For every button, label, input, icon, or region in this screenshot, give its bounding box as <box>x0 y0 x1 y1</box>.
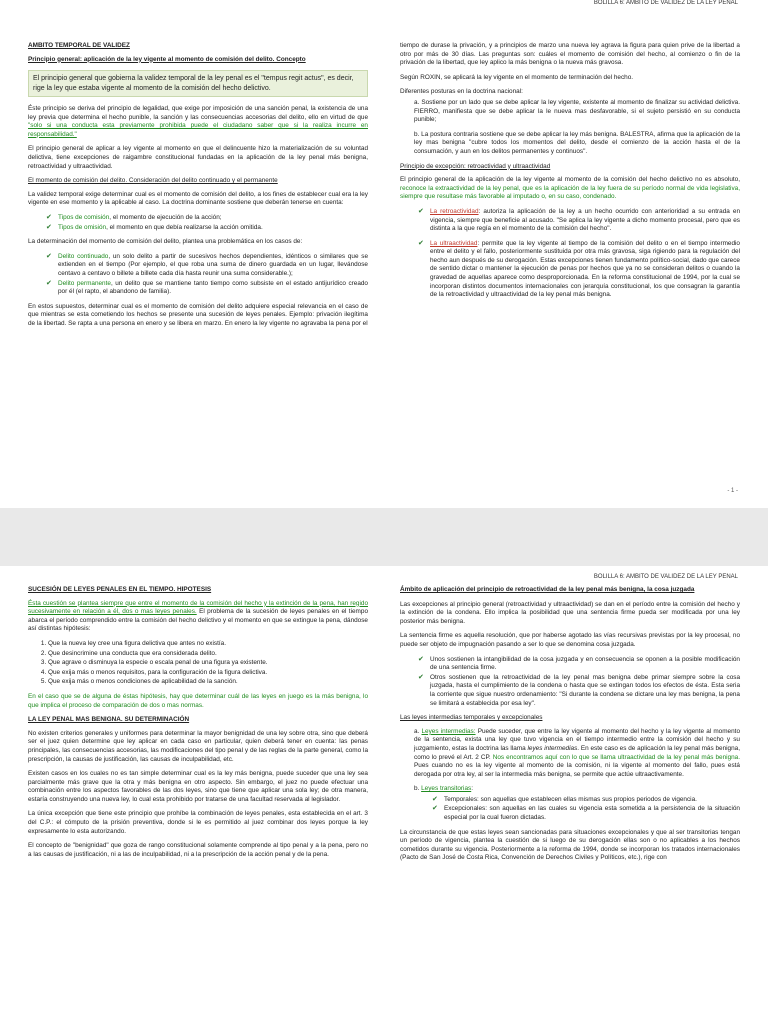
paragraph: La determinación del momento de comisión del delito, plantea una problemática en los casos de: <box>28 238 303 246</box>
paragraph: Diferentes posturas en la doctrina nacional: <box>400 88 523 96</box>
highlight-box: El principio general que gobierna la validez temporal de la ley penal es el "tempus regit actus", es decir, rige la ley que estaba vigente al momento de la comisión del hecho delictivo. <box>28 70 368 97</box>
paragraph: Éste principio se deriva del principio de legalidad, que exige por imposición de una sanción penal, la existencia de una ley previa que determina el hecho punible, la sanción y las consecuencias accesorias del delito, ello en virtud de que "solo si una conducta esta previamente prohibida puede el ciudadano saber que si la realiza incurre en responsabilidad." <box>28 105 368 138</box>
section-title: SUCESIÓN DE LEYES PENALES EN EL TIEMPO. HIPOTESIS <box>28 586 212 593</box>
checklist <box>414 796 740 823</box>
paragraph: tiempo de durase la privación, y a principios de marzo una nueva ley agrava la figura para quien prive de la libertad a otro por más de 30 días. Las preguntas son: cuáles el momento de comisión del hecho, al comienzo o fin de la privación de la libertad, que ley aplico la más benigna o la nueva más gravosa. <box>400 42 740 67</box>
list-item: ✔ La retroactividad: autoriza la aplicación de la ley a un hecho ocurrido con anterioridad a su entrada en vigencia, siempre que beneficie al acusado. "Se aplica la ley vigente a dicho momento procesal, pero que es distinta a la que regía en el momento de la comisión del hecho". <box>430 208 740 234</box>
hypothesis-list <box>28 640 368 687</box>
list-item: 4. Que exija más o menos requisitos, para la configuración de la figura delictiva. <box>48 669 368 678</box>
paragraph: En el caso que se de alguna de éstas hipótesis, hay que determinar cuál de las leyes en juego es la más benigna, lo que implica el proceso de comparación de dos o mas normas. <box>28 692 368 709</box>
subheading: Ámbito de aplicación del principio de retroactividad de la ley penal más benigna, la cosa juzgada <box>400 586 695 593</box>
document-page-1 <box>0 0 768 508</box>
list-item: ✔ Delito continuado, un solo delito a partir de sucesivos hechos dependientes, idénticos o similares que se extienden en el tiempo (Por ejemplo, el que roba una suma de dinero guardada en un lugar, llevándose centavo a centavo o billete a billete cada día hasta reunir una suma considerable.); <box>58 253 368 279</box>
section-title: AMBITO TEMPORAL DE VALIDEZ <box>28 42 130 49</box>
list-item: 3. Que agrave o disminuya la especie o escala penal de una figura ya existente. <box>48 659 368 668</box>
subheading: Las leyes intermedias temporales y excepcionales <box>400 714 543 722</box>
list-item: ✔ La ultraactividad: permite que la ley vigente al tiempo de la comisión del delito o en el tiempo intermedio entre el delito y el fallo, posteriormente sustituida por otra más gravosa, siga rigiendo para la regulación del hecho aun después de su derogación. Estas excepciones tienen fundamento político-social, dado que carece de sentido dictar o mantener la ejecución de penas por hechos que ya no se consideran delitos o cuando la gravedad de aquellas aparece como desproporcionada. En la reforma constitucional de 1994, por la cual se incorporan distintos documentos internacionales con jerarquía constitucional, los que consagran la garantía de la retroactividad y ultraactividad de la ley penal más benigna. <box>430 240 740 300</box>
list-item: a. Leyes intermedias: Puede suceder, que entre la ley vigente al momento del hecho y la ley vigente al momento de la sentencia, exista una ley que tuvo vigencia en el tiempo intermedio entre la comisión del hecho y su juzgamiento, estas la doctrina las llama leyes intermedias. En este caso es de aplicación la ley penal más benigna, como lo prevé el Art. 2 CP. Nos encontramos aquí con lo que se llama ultraactividad de la ley penal más benigna. Pues cuando no es la ley vigente al momento de la comisión, ni la vigente al momento del fallo, pues está derogada por otra ley, al ser la intermedia más benigna, se permite que actúe ultraactivamente. <box>414 727 741 778</box>
list-item: ✔ Otros sostienen que la retroactividad de la ley penal mas benigna debe primar siempre sobre la cosa juzgada, hasta el cumplimiento de la condena o hasta que se extingan todos los efectos de ésta. Esta seria la corriente que sigue nuestro ordenamiento: "Si durante la condena se dictare una ley mas benigna, la pena se limitará a establecida por esa ley". <box>430 674 740 708</box>
checklist <box>28 253 368 297</box>
left-column <box>28 42 368 334</box>
paragraph: La circunstancia de que estas leyes sean sancionadas para situaciones excepcionales y que al ser transitorias tengan un período de vigencia, plantea la cuestión de si luego de su derogación ellas son o no aplicables a los hechos cometidos durante su vigencia. Posteriormente a la reforma de 1994, donde se incorporan los tratados internacionales (Pacto de San José de Costa Rica, Convención de Derechos Civiles y Políticos, etc.), rige con <box>400 828 740 862</box>
page-header: BOLILLA 6: AMBITO DE VALIDEZ DE LA LEY PENAL <box>593 0 738 6</box>
subheading: El momento de comisión del delito. Consideración del delito continuado y el permanente <box>28 177 278 185</box>
list-item: 2. Que desincrimine una conducta que era considerada delito. <box>48 650 368 659</box>
list-item: 1. Que la nueva ley cree una figura delictiva que antes no existía. <box>48 640 368 649</box>
checklist <box>400 208 740 234</box>
checklist <box>400 240 740 300</box>
list-item: ✔ Temporales: son aquellas que establecen ellas mismas sus propios periodos de vigencia. <box>444 796 740 805</box>
right-column <box>400 42 740 306</box>
postura-list <box>400 99 740 157</box>
page-header: BOLILLA 6: AMBITO DE VALIDEZ DE LA LEY PENAL <box>593 574 738 580</box>
checklist <box>400 656 740 709</box>
section-subtitle: Principio general: aplicación de la ley vigente al momento de comisión del delito. Concepto <box>28 55 306 63</box>
subheading: Principio de excepción: retroactividad y ultraactividad <box>400 162 551 170</box>
paragraph: Ésta cuestión se plantea siempre que entre el momento de la comisión del hecho y la extinción de la pena, han regido sucesivamente en relación a él, dos o mas leyes penales. El problema de la sucesión de leyes penales en el tiempo abarca el período comprendido entre la comisión del hecho delictivo y el momento en que se extingue la pena, dándose así distintas hipótesis: <box>28 599 368 633</box>
paragraph: La única excepción que tiene este principio que prohíbe la combinación de leyes penales, esta establecida en el art. 3 del C.P.: el cómputo de la prisión preventiva, donde si le es permitido al juez combinar dos leyes porque la ley expresamente lo esta autorizando. <box>28 810 368 835</box>
paragraph: No existen criterios generales y uniformes para determinar la mayor benignidad de una ley sobre otra, sino que deberá ser el juez quien determine que ley aplicar en cada caso en particular, quien deberá tener en cuenta: las penas principales, las consecuencias accesorias, las modificaciones del tipo penal y de las reglas de la parte general, como la prescripción, la causas de justificación, las causas de inculpabilidad, etc. <box>28 729 368 763</box>
paragraph: La sentencia firme es aquella resolución, que por haberse agotado las vías recursivas previstas por la ley procesal, no puede ser objeto de impugnación pasando a ser lo que se denomina cosa juzgada. <box>400 632 740 648</box>
document-page-2 <box>0 566 768 1024</box>
paragraph: La validez temporal exige determinar cual es el momento de comisión del delito, a los fines de establecer cual era la ley vigente en ese momento y la aplicable al caso. La doctrina dominante sostiene que deberán tenerse en cuenta: <box>28 190 368 207</box>
list-item: ✔ Unos sostienen la intangibilidad de la cosa juzgada y en consecuencia se oponen a la posible modificación de una sentencia firme. <box>430 656 740 673</box>
list-item: ✔ Tipos de comisión, el momento de ejecución de la acción; <box>58 214 368 223</box>
list-item: ✔ Delito permanente, un delito que se mantiene tanto tiempo como subsiste en el estado antijurídico creado por él (el rapto, el abandono de familia). <box>58 280 368 297</box>
left-column <box>28 586 368 865</box>
subheading: LA LEY PENAL MAS BENIGNA. SU DETERMINACIÓN <box>28 716 190 724</box>
list-item: b. La postura contraria sostiene que se debe aplicar la ley más benigna. BALESTRA, afirma que la aplicación de la ley mas benigna "cubre todos los momentos del delito, desde el comienzo de la acción hasta el de la consumación, y aun en los delitos permanentes y continuos". <box>414 130 741 155</box>
checklist <box>28 214 368 232</box>
list-item: 5. Que exija más o menos condiciones de aplicabilidad de la sanción. <box>48 678 368 687</box>
list-item: a. Sostiene por un lado que se debe aplicar la ley vigente, existente al momento de finalizar su actividad delictiva. FIERRO, manifiesta que se debe aplicar la le nueva mas desfavorable, si el sujeto persistió en su conducta punible; <box>414 98 740 124</box>
list-item: b. Leyes transitorias: <box>414 785 473 793</box>
leyes-list <box>400 728 740 823</box>
paragraph: Existen casos en los cuales no es tan simple determinar cual es la ley más benigna, puede suceder que una ley sea parcialmente más grave que la otra y más benigna en otro aspecto. Sin embargo, el juez no puede efectuar una combinación entre los aspectos favorables de las dos leyes, sino que tiene que aplicar una sola ley; de otra manera, estaría construyendo una nueva ley, lo cual esta prohibido por tratarse de una facultad reservada al legislador. <box>28 770 368 803</box>
paragraph: El concepto de "benignidad" que goza de rango constitucional solamente comprende al tipo penal y a la pena, pero no a las causas de justificación, ni a las de inculpabilidad, ni a la prescripción de la acción penal y de la pena. <box>28 842 368 858</box>
paragraph: Según ROXIN, se aplicará la ley vigente en el momento de terminación del hecho. <box>400 73 634 81</box>
list-item: ✔ Tipos de omisión, el momento en que debía realizarse la acción omitida. <box>58 224 368 233</box>
paragraph: Las excepciones al principio general (retroactividad y ultraactividad) se dan en el período entre la comisión del hecho y la extinción de la condena. Ello implica la posibilidad que una sentencia firme pueda ser modificada por una ley posterior más benigna. <box>400 600 740 625</box>
page-number: - 1 - <box>727 488 738 494</box>
paragraph: El principio general de aplicar a ley vigente al momento en que el delincuente hizo la materialización de su voluntad delictiva, tiene excepciones de raigambre constitucional fundadas en la aplicación de la ley penal más benigna, retroactividad y ultraactividad. <box>28 145 368 170</box>
right-column <box>400 586 740 869</box>
list-item: ✔ Excepcionales: son aquellas en las cuales su vigencia esta sometida a la persistencia de la situación especial por la cual fueron dictadas. <box>444 805 740 822</box>
paragraph: El principio general de la aplicación de la ley vigente al momento de la comisión del hecho delictivo no es absoluto, reconoce la extraactividad de la ley penal, que es la aplicación de la ley fuera de su período normal de vida legislativa, siempre que resultase más favorable al imputado o, en su caso, condenado. <box>400 176 740 201</box>
paragraph: En estos supuestos, determinar cual es el momento de comisión del delito adquiere especial relevancia en el caso de que mientras se esta cometiendo los hechos se presente una sucesión de leyes penales. Ejemplo: privación ilegítima de la libertad. Se rapta a una persona en enero y se libera en marzo. En enero la ley vigente no agravaba la pena por el <box>28 302 368 327</box>
